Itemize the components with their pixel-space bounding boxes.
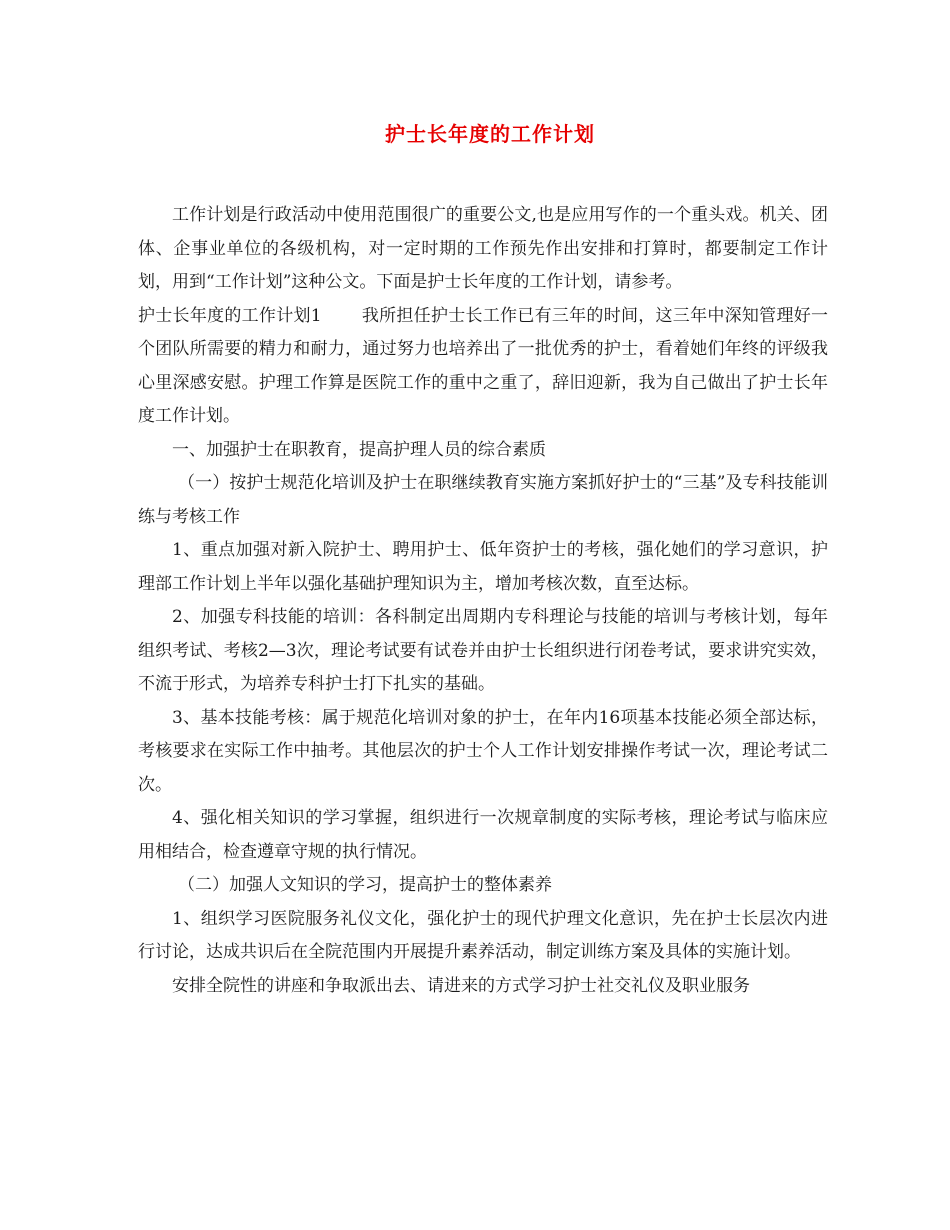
document-page bbox=[138, 118, 828, 1003]
closing-paragraph: 安排全院性的讲座和争取派出去、请进来的方式学习护士社交礼仪及职业服务 bbox=[172, 975, 750, 996]
subsection-heading-1: （一）按护士规范化培训及护士在职继续教育实施方案抓好护士的“三基”及专科技能训练与考核工作 bbox=[138, 473, 828, 527]
list-item-5: 1、组织学习医院服务礼仪文化，强化护士的现代护理文化意识，先在护士长层次内进行讨论，达成共识后在全院范围内开展提升素养活动，制定训练方案及具体的实施计划。 bbox=[138, 908, 828, 962]
intro-paragraph: 工作计划是行政活动中使用范围很广的重要公文,也是应用写作的一个重头戏。机关、团体、企事业单位的各级机构，对一定时期的工作预先作出安排和打算时，都要制定工作计划，用到“工作计划”这种公文。下面是护士长年度的工作计划，请参考。 bbox=[138, 205, 828, 292]
subsection-heading-2: （二）加强人文知识的学习，提高护士的整体素养 bbox=[178, 875, 552, 895]
list-item-1: 1、重点加强对新入院护士、聘用护士、低年资护士的考核，强化她们的学习意识，护理部工作计划上半年以强化基础护理知识为主，增加考核次数，直至达标。 bbox=[138, 540, 828, 594]
plan-paragraph bbox=[138, 300, 828, 434]
section-heading-1: 一、加强护士在职教育，提高护理人员的综合素质 bbox=[172, 439, 546, 460]
plan-heading: 护士长年度的工作计划1 bbox=[138, 305, 322, 326]
list-item-3: 3、基本技能考核：属于规范化培训对象的护士，在年内16项基本技能必须全部达标，考核要求在实际工作中抽考。其他层次的护士个人工作计划安排操作考试一次，理论考试二次。 bbox=[138, 707, 828, 795]
list-item-4: 4、强化相关知识的学习掌握，组织进行一次规章制度的实际考核，理论考试与临床应用相结合，检查遵章守规的执行情况。 bbox=[138, 808, 828, 862]
plan-intro-text: 我所担任护士长工作已有三年的时间，这三年中深知管理好一个团队所需要的精力和耐力，通过努力也培养出了一批优秀的护士，看着她们年终的评级我心里深感安慰。护理工作算是医院工作的重中之重了，辞旧迎新，我为自己做出了护士长年度工作计划。 bbox=[138, 305, 828, 426]
document-title: 护士长年度的工作计划 bbox=[385, 122, 595, 146]
list-item-2: 2、加强专科技能的培训：各科制定出周期内专科理论与技能的培训与考核计划，每年组织考试、考核2—3次，理论考试要有试卷并由护士长组织进行闭卷考试，要求讲究实效，不流于形式，为培养专科护士打下扎实的基础。 bbox=[138, 607, 828, 694]
